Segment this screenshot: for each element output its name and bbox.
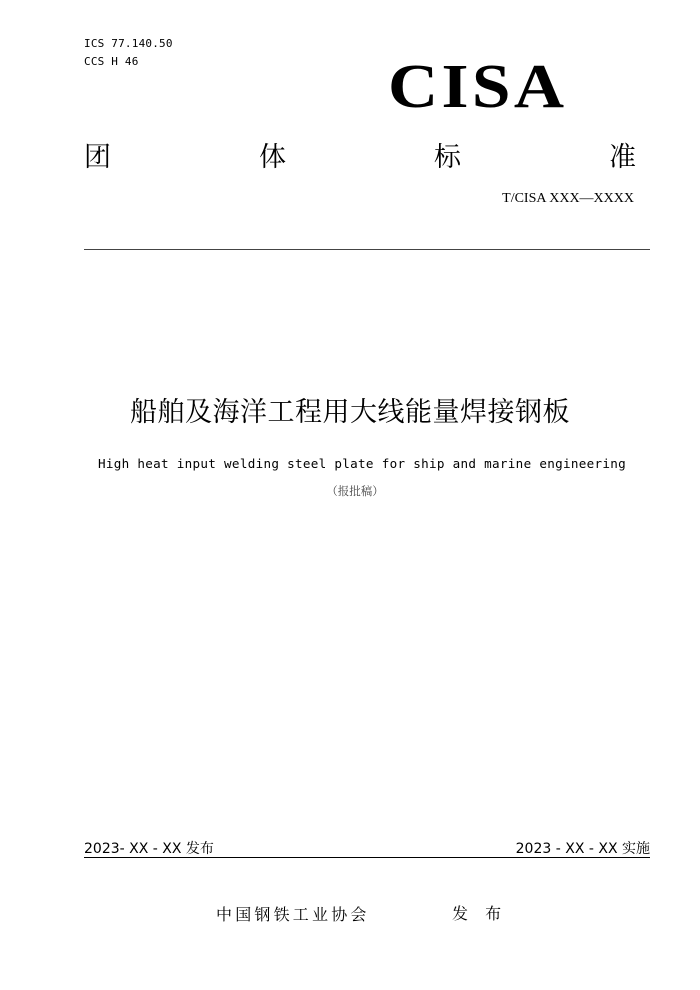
- publish-label: 发 布: [452, 904, 508, 923]
- cisa-logo: CISA: [388, 53, 568, 121]
- standard-type-char-4: 准: [609, 141, 636, 173]
- standard-number: T/CISA XXX—XXXX: [502, 191, 634, 206]
- issue-date: 2023- XX - XX 发布: [84, 841, 214, 857]
- document-title-english: High heat input welding steel plate for ship and marine engineering: [97, 456, 627, 471]
- ccs-code: CCS H 46: [84, 55, 139, 68]
- header-divider: [84, 249, 650, 250]
- standard-type-char-1: 团: [84, 141, 111, 173]
- ics-code: ICS 77.140.50: [84, 37, 173, 50]
- implementation-date: 2023 - XX - XX 实施: [515, 841, 650, 857]
- standard-type-char-3: 标: [434, 141, 461, 173]
- date-divider: [84, 857, 650, 858]
- standard-type-char-2: 体: [259, 141, 286, 173]
- standard-type-heading: [84, 134, 636, 174]
- document-title-chinese: 船舶及海洋工程用大线能量焊接钢板: [130, 397, 570, 428]
- issuing-organization: 中国钢铁工业协会: [216, 905, 370, 924]
- draft-status: （报批稿）: [326, 486, 384, 498]
